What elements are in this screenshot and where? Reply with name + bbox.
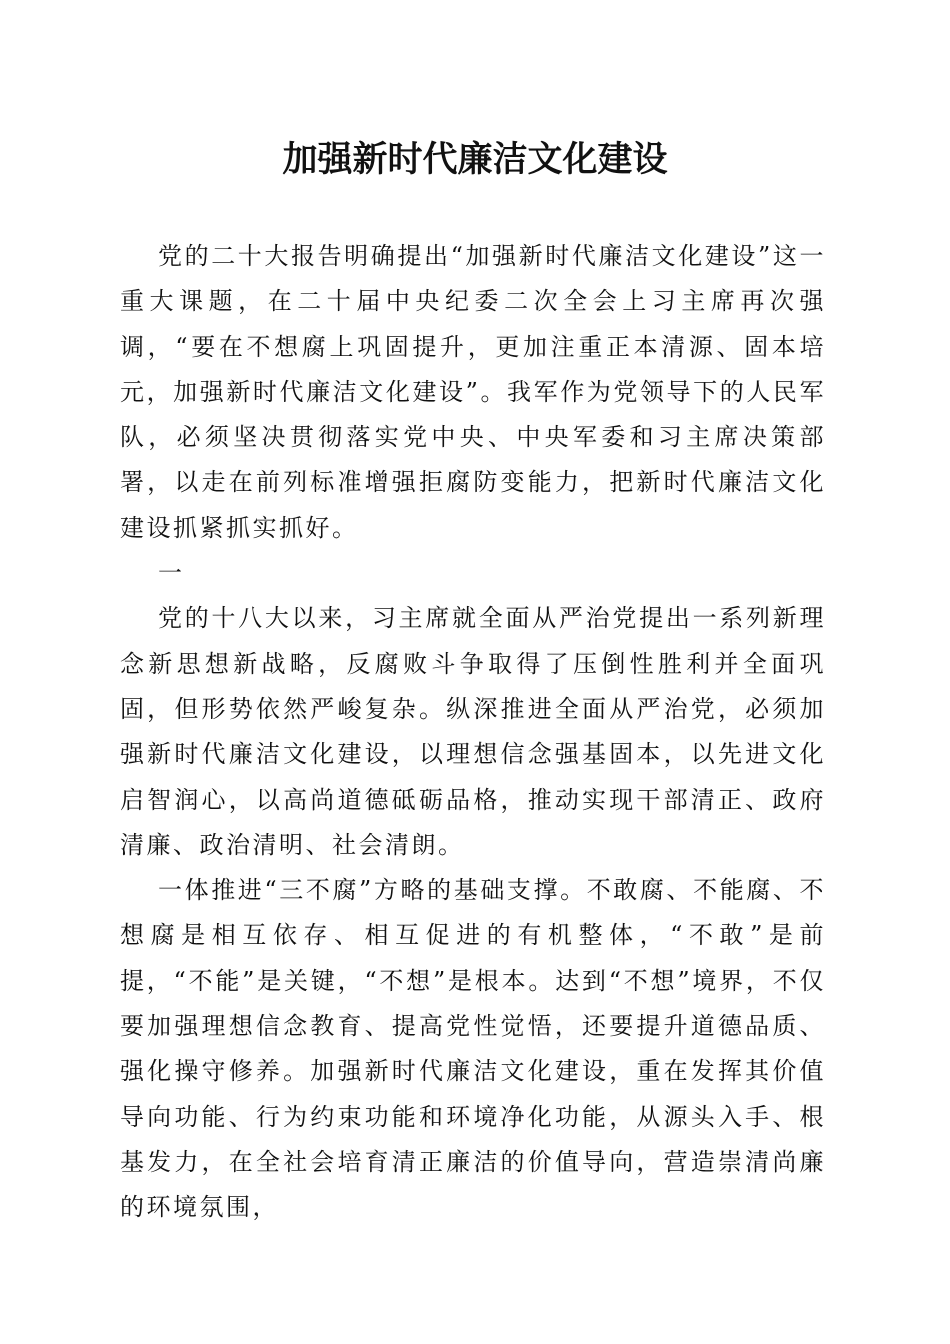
document-body	[120, 234, 826, 1231]
page-title: 加强新时代廉洁文化建设	[282, 139, 668, 180]
section-number-one: 一	[158, 559, 182, 588]
paragraph-intro: 党的二十大报告明确提出“加强新时代廉洁文化建设”这一重大课题，在二十届中央纪委二次全会上习主席再次强调，“要在不想腐上巩固提升，更加注重正本清源、固本培元，加强新时代廉洁文化建设”。我军作为党领导下的人民军队，必须坚决贯彻落实党中央、中央军委和习主席决策部署，以走在前列标准增强拒腐防变能力，把新时代廉洁文化建设抓紧抓实抓好。	[120, 242, 826, 542]
paragraph-three-no-corruption: 一体推进“三不腐”方略的基础支撑。不敢腐、不能腐、不想腐是相互依存、相互促进的有机整体，“不敢”是前提，“不能”是关键，“不想”是根本。达到“不想”境界，不仅要加强理想信念教育、提高党性觉悟，还要提升道德品质、强化操守修养。加强新时代廉洁文化建设，重在发挥其价值导向功能、行为约束功能和环境净化功能，从源头入手、根基发力，在全社会培育清正廉洁的价值导向，营造崇清尚廉的环境氛围，	[120, 876, 826, 1222]
paragraph-section-one: 党的十八大以来，习主席就全面从严治党提出一系列新理念新思想新战略，反腐败斗争取得了压倒性胜利并全面巩固，但形势依然严峻复杂。纵深推进全面从严治党，必须加强新时代廉洁文化建设，以理想信念强基固本，以先进文化启智润心，以高尚道德砥砺品格，推动实现干部清正、政府清廉、政治清明、社会清朗。	[120, 604, 826, 859]
